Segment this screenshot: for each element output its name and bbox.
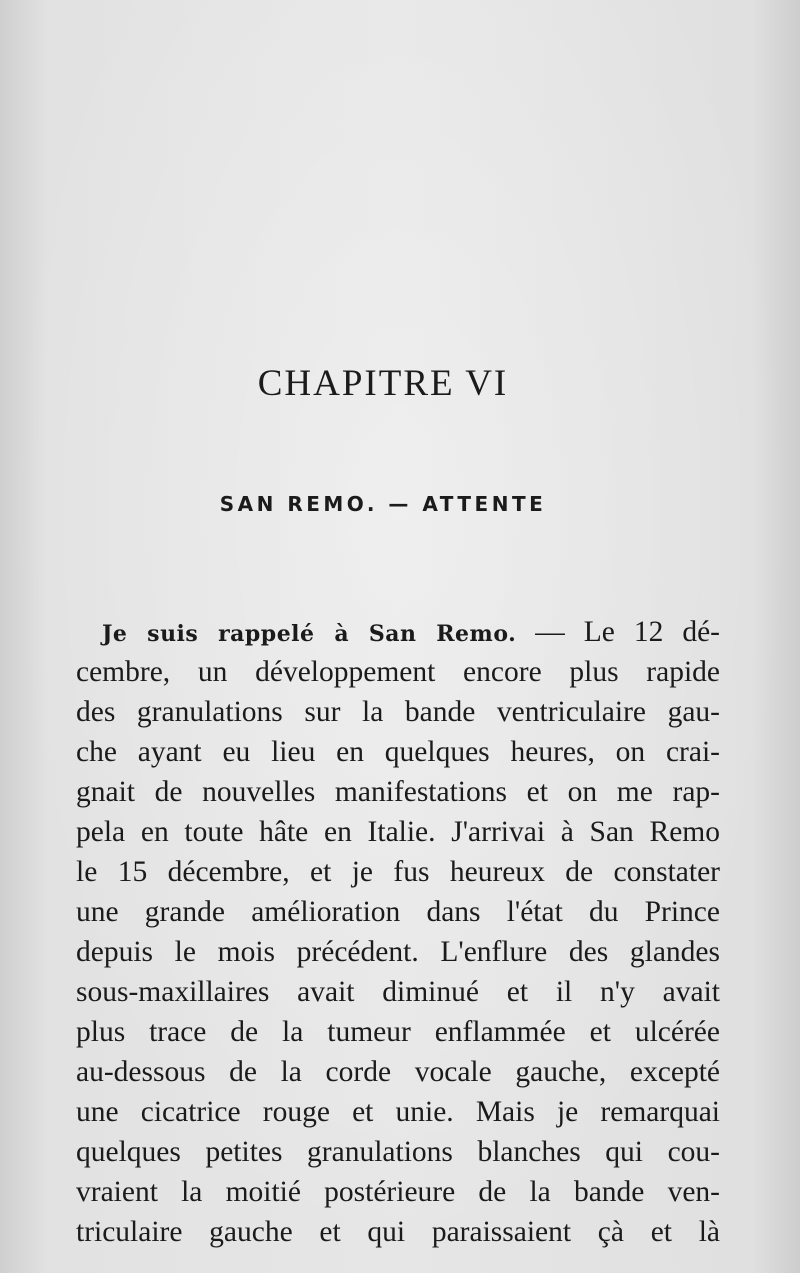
paragraph-line-16: triculaire gauche et qui paraissaient çà et là — [76, 1216, 720, 1248]
paragraph-line-1 — [76, 612, 720, 652]
paragraph-line-11: plus trace de la tumeur enflammée et ulcérée — [76, 1016, 720, 1048]
paragraph-line-5: gnait de nouvelles manifestations et on me rap- — [76, 776, 720, 808]
paragraph-line-7: le 15 décembre, et je fus heureux de constater — [76, 856, 720, 888]
paragraph-line-3: des granulations sur la bande ventriculaire gau- — [76, 696, 720, 728]
paragraph-line-14: quelques petites granulations blanches qui cou- — [76, 1136, 720, 1168]
paragraph-line-9: depuis le mois précédent. L'enflure des glandes — [76, 936, 720, 968]
body-paragraph — [76, 612, 720, 1252]
paragraph-line-13: une cicatrice rouge et unie. Mais je remarquai — [76, 1096, 720, 1128]
paragraph-line-8: une grande amélioration dans l'état du Prince — [76, 896, 720, 928]
paragraph-line-15: vraient la moitié postérieure de la bande ven- — [76, 1176, 720, 1208]
paragraph-line-4: che ayant eu lieu en quelques heures, on crai- — [76, 736, 720, 768]
paragraph-line-6: pela en toute hâte en Italie. J'arrivai à San Remo — [76, 816, 720, 848]
paragraph-line-2: cembre, un développement encore plus rapide — [76, 656, 720, 688]
paragraph-line-10: sous-maxillaires avait diminué et il n'y avait — [76, 976, 720, 1008]
section-heading: SAN REMO. — ATTENTE — [219, 492, 547, 516]
paragraph-line-12: au-dessous de la corde vocale gauche, excepté — [76, 1056, 720, 1088]
paragraph-line-text: — Le 12 dé- — [516, 616, 721, 648]
chapter-title: CHAPITRE VI — [257, 363, 509, 404]
paragraph-lead: Je suis rappelé à San Remo. — [102, 621, 517, 647]
